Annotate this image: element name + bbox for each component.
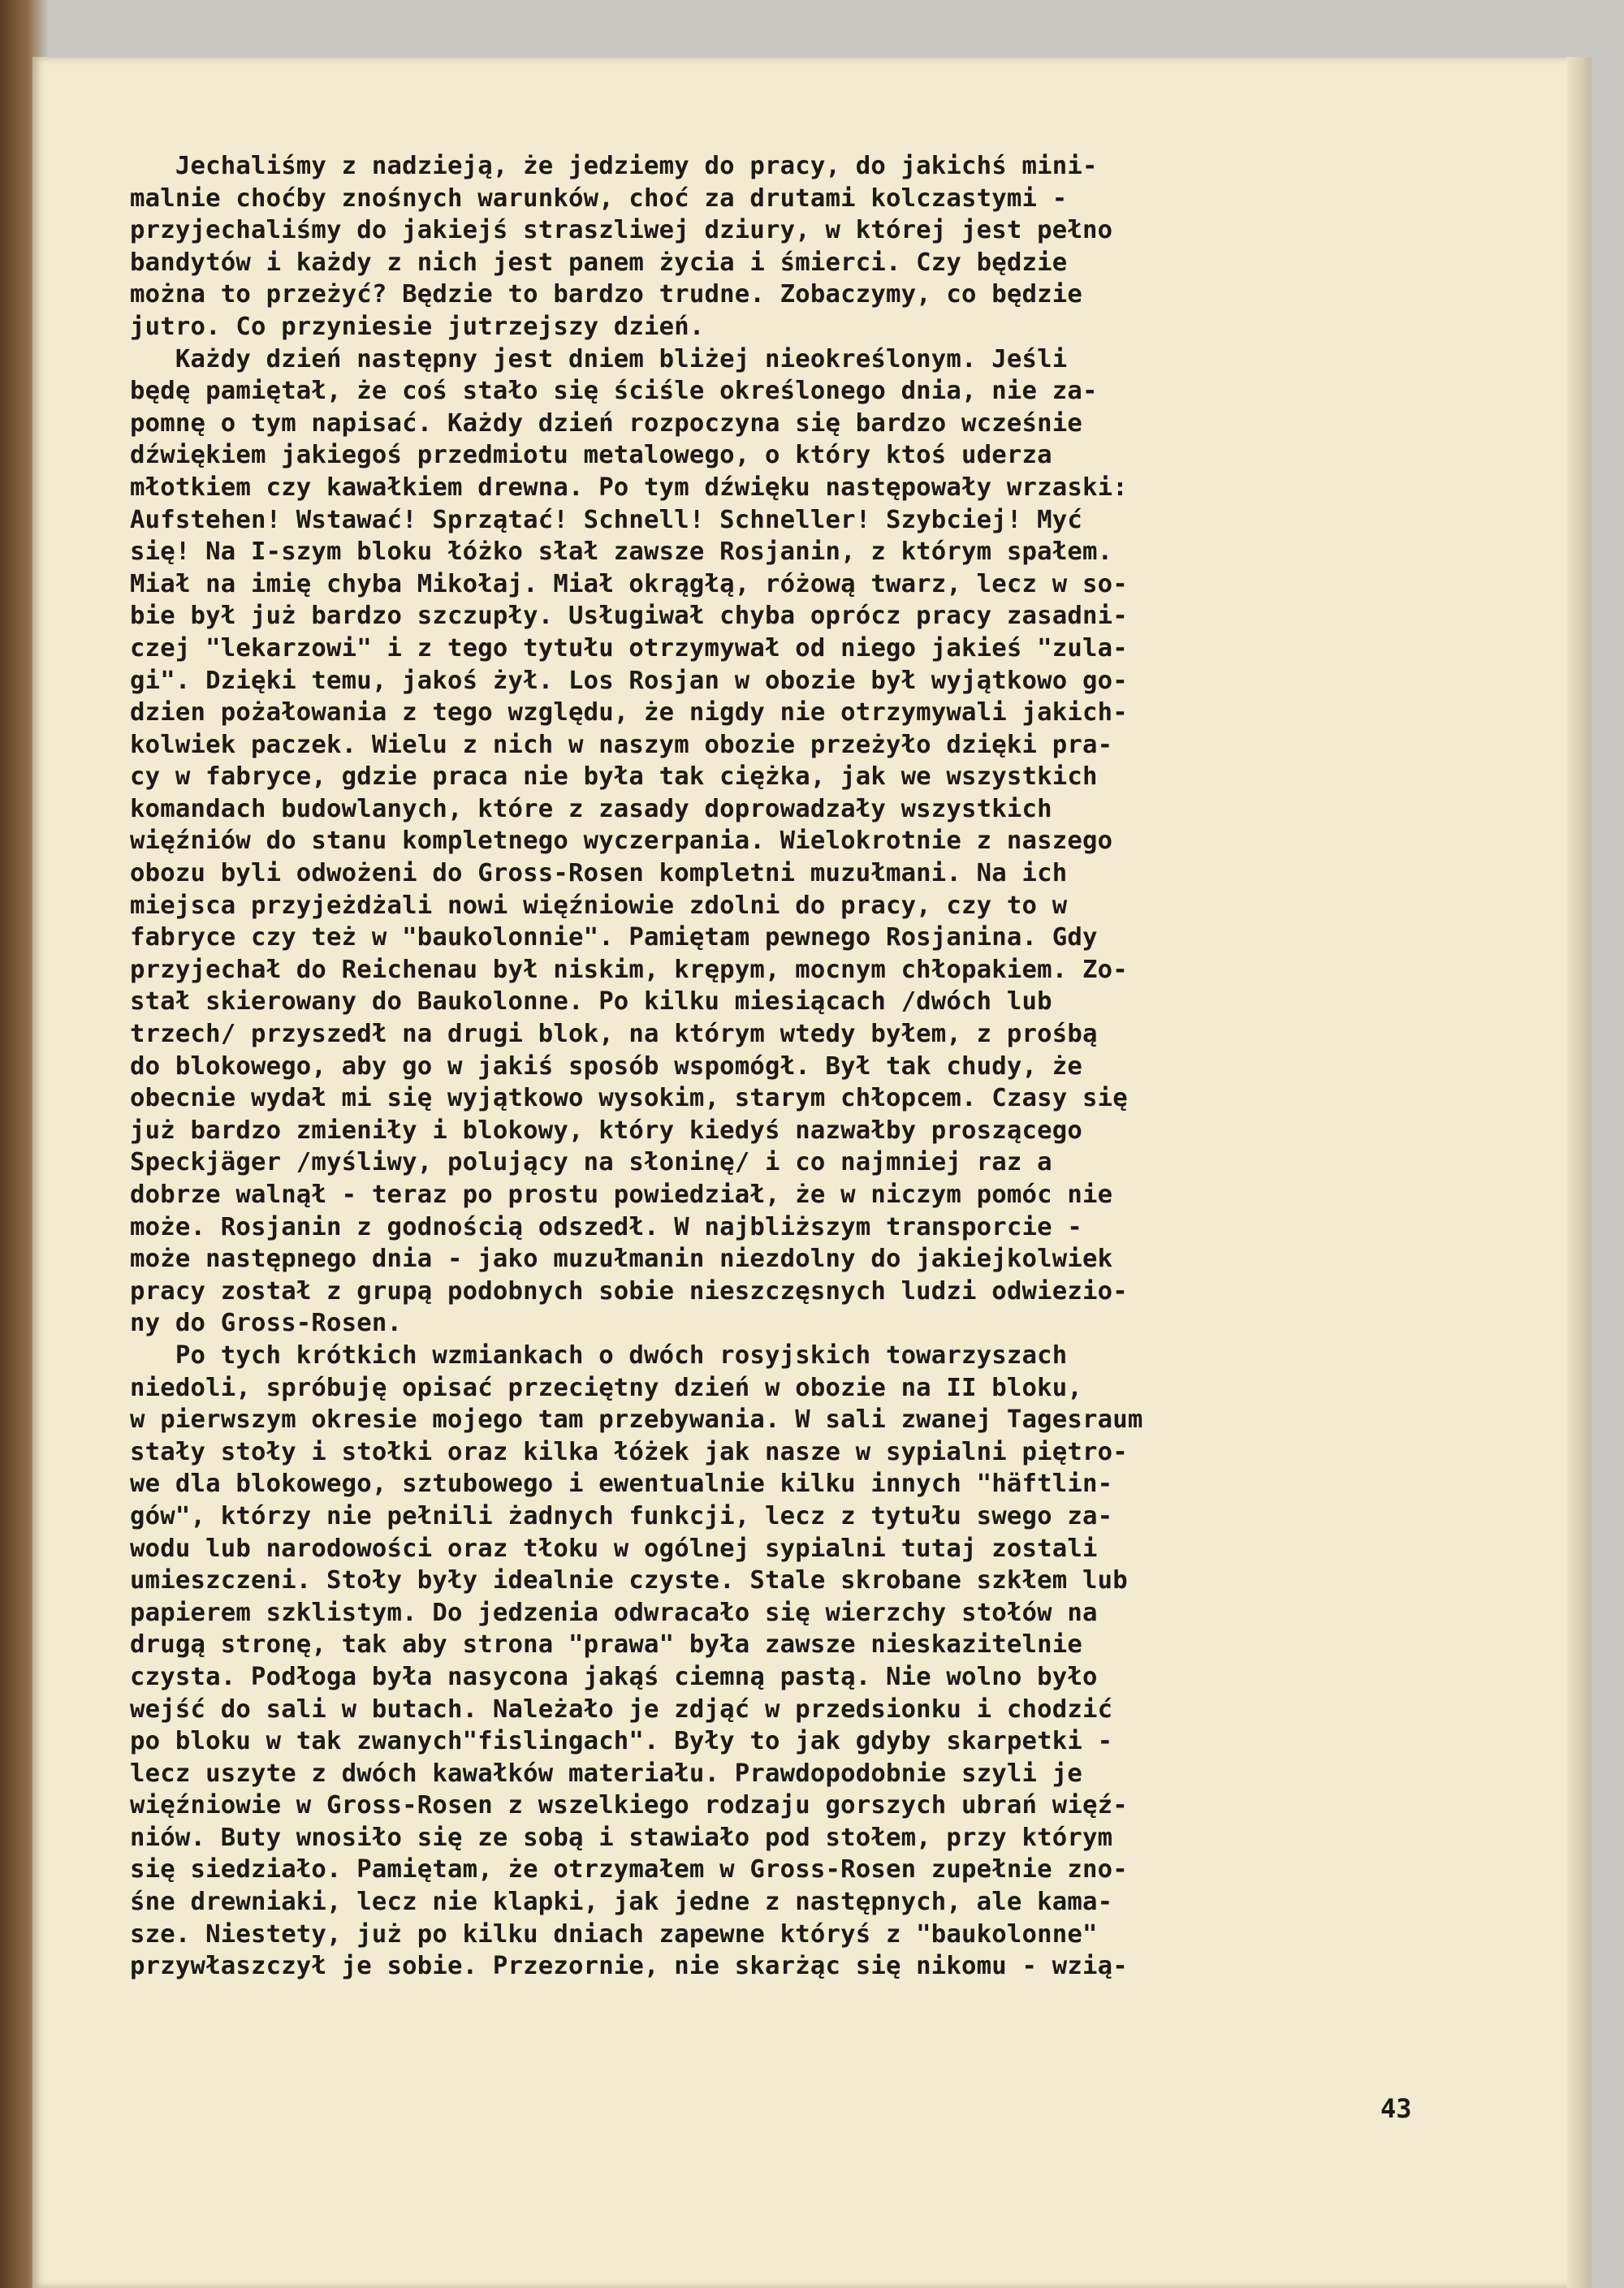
text-line: młotkiem czy kawałkiem drewna. Po tym dźwięku następowały wrzaski: [130, 473, 1128, 502]
text-line: niedoli, spróbuję opisać przeciętny dzień w obozie na II bloku, [130, 1373, 1082, 1402]
text-line: do blokowego, aby go w jakiś sposób wspomógł. Był tak chudy, że [130, 1051, 1082, 1081]
text-line: fabryce czy też w "baukolonnie". Pamiętam pewnego Rosjanina. Gdy [130, 923, 1098, 952]
text-line: kolwiek paczek. Wielu z nich w naszym obozie przeżyło dzięki pra- [130, 730, 1113, 759]
text-line: więźniów do stanu kompletnego wyczerpania. Wielokrotnie z naszego [130, 827, 1113, 856]
text-line: wejść do sali w butach. Należało je zdjąć w przedsionku i chodzić [130, 1694, 1113, 1724]
text-line: pracy został z grupą podobnych sobie nieszczęsnych ludzi odwiezio- [130, 1276, 1128, 1306]
text-line: gów", którzy nie pełnili żadnych funkcji, lecz z tytułu swego za- [130, 1501, 1113, 1530]
page-edge [1567, 57, 1592, 2288]
text-line: Aufstehen! Wstawać! Sprzątać! Schnell! Schneller! Szybciej! Myć [130, 505, 1082, 534]
text-line: bie był już bardzo szczupły. Usługiwał chyba oprócz pracy zasadni- [130, 602, 1128, 631]
text-line: ny do Gross-Rosen. [130, 1309, 403, 1338]
text-line: może. Rosjanin z godnością odszedł. W najbliższym transporcie - [130, 1212, 1082, 1241]
text-line: we dla blokowego, sztubowego i ewentualnie kilku innych "häftlin- [130, 1470, 1113, 1499]
text-line: przyjechał do Reichenau był niskim, krępym, mocnym chłopakiem. Zo- [130, 955, 1128, 984]
text-line: po bloku w tak zwanych"fislingach". Były to jak gdyby skarpetki - [130, 1727, 1113, 1756]
text-line: będę pamiętał, że coś stało się ściśle określonego dnia, nie za- [130, 377, 1098, 406]
text-line: papierem szklistym. Do jedzenia odwracało się wierzchy stołów na [130, 1598, 1098, 1627]
text-line: może następnego dnia - jako muzułmanin niezdolny do jakiejkolwiek [130, 1245, 1113, 1274]
text-line: więźniowie w Gross-Rosen z wszelkiego rodzaju gorszych ubrań więź- [130, 1791, 1128, 1820]
body-text [130, 150, 1510, 1983]
text-line: się! Na I-szym bloku łóżko słał zawsze Rosjanin, z którym spałem. [130, 537, 1113, 567]
text-line: dźwiękiem jakiegoś przedmiotu metalowego, o który ktoś uderza [130, 441, 1052, 470]
text-line: gi". Dzięki temu, jakoś żył. Los Rosjan w obozie był wyjątkowo go- [130, 666, 1128, 695]
text-line: Każdy dzień następny jest dniem bliżej nieokreślonym. Jeśli [130, 344, 1068, 373]
book-page [32, 57, 1592, 2288]
text-line: lecz uszyte z dwóch kawałków materiału. Prawdopodobnie szyli je [130, 1759, 1082, 1788]
text-line: w pierwszym okresie mojego tam przebywania. W sali zwanej Tagesraum [130, 1405, 1143, 1435]
text-line: drugą stronę, tak aby strona "prawa" była zawsze nieskazitelnie [130, 1630, 1082, 1660]
text-line: dzien pożałowania z tego względu, że nigdy nie otrzymywali jakich- [130, 698, 1128, 727]
text-line: dobrze walnął - teraz po prostu powiedział, że w niczym pomóc nie [130, 1181, 1113, 1209]
text-line: czej "lekarzowi" i z tego tytułu otrzymywał od niego jakieś "zula- [130, 633, 1128, 663]
text-line: Speckjäger /myśliwy, polujący na słoninę/ i co najmniej raz a [130, 1148, 1052, 1177]
text-line: Miał na imię chyba Mikołaj. Miał okrągłą, różową twarz, lecz w so- [130, 569, 1128, 598]
text-line: komandach budowlanych, które z zasady doprowadzały wszystkich [130, 794, 1052, 823]
text-line: się siedziało. Pamiętam, że otrzymałem w Gross-Rosen zupełnie zno- [130, 1855, 1128, 1884]
text-line: stał skierowany do Baukolonne. Po kilku miesiącach /dwóch lub [130, 987, 1052, 1017]
text-line: pomnę o tym napisać. Każdy dzień rozpoczyna się bardzo wcześnie [130, 408, 1082, 438]
text-line: Jechaliśmy z nadzieją, że jedziemy do pracy, do jakichś mini- [130, 152, 1098, 180]
text-line: przyjechaliśmy do jakiejś straszliwej dziury, w której jest pełno [130, 216, 1113, 245]
text-line: można to przeżyć? Będzie to bardzo trudne. Zobaczymy, co będzie [130, 280, 1082, 309]
text-line: malnie choćby znośnych warunków, choć za drutami kolczastymi - [130, 183, 1068, 213]
text-line: miejsca przyjeżdżali nowi więźniowie zdolni do pracy, czy to w [130, 891, 1068, 920]
text-line: niów. Buty wnosiło się ze sobą i stawiało pod stołem, przy którym [130, 1823, 1113, 1852]
text-line: już bardzo zmieniły i blokowy, który kiedyś nazwałby proszącego [130, 1116, 1082, 1145]
text-line: trzech/ przyszedł na drugi blok, na którym wtedy byłem, z prośbą [130, 1020, 1098, 1049]
text-line: bandytów i każdy z nich jest panem życia i śmierci. Czy będzie [130, 248, 1068, 277]
text-line: wodu lub narodowości oraz tłoku w ogólnej sypialni tutaj zostali [130, 1534, 1098, 1563]
text-line: obozu byli odwożeni do Gross-Rosen kompletni muzułmani. Na ich [130, 859, 1068, 888]
page-number: 43 [1380, 2093, 1412, 2124]
text-line: przywłaszczył je sobie. Przezornie, nie skarżąc się nikomu - wzią- [130, 1952, 1128, 1981]
text-line: umieszczeni. Stoły były idealnie czyste. Stale skrobane szkłem lub [130, 1566, 1128, 1595]
text-line: sze. Niestety, już po kilku dniach zapewne któryś z "baukolonne" [130, 1919, 1098, 1949]
text-line: obecnie wydał mi się wyjątkowo wysokim, starym chłopcem. Czasy się [130, 1084, 1128, 1113]
text-line: czysta. Podłoga była nasycona jakąś ciemną pastą. Nie wolno było [130, 1662, 1098, 1691]
text-line: jutro. Co przyniesie jutrzejszy dzień. [130, 312, 705, 341]
text-line: śne drewniaki, lecz nie klapki, jak jedne z następnych, ale kama- [130, 1888, 1113, 1917]
text-line: Po tych krótkich wzmiankach o dwóch rosyjskich towarzyszach [130, 1340, 1068, 1370]
text-line: stały stoły i stołki oraz kilka łóżek jak nasze w sypialni piętro- [130, 1437, 1128, 1466]
text-line: cy w fabryce, gdzie praca nie była tak ciężka, jak we wszystkich [130, 762, 1098, 792]
